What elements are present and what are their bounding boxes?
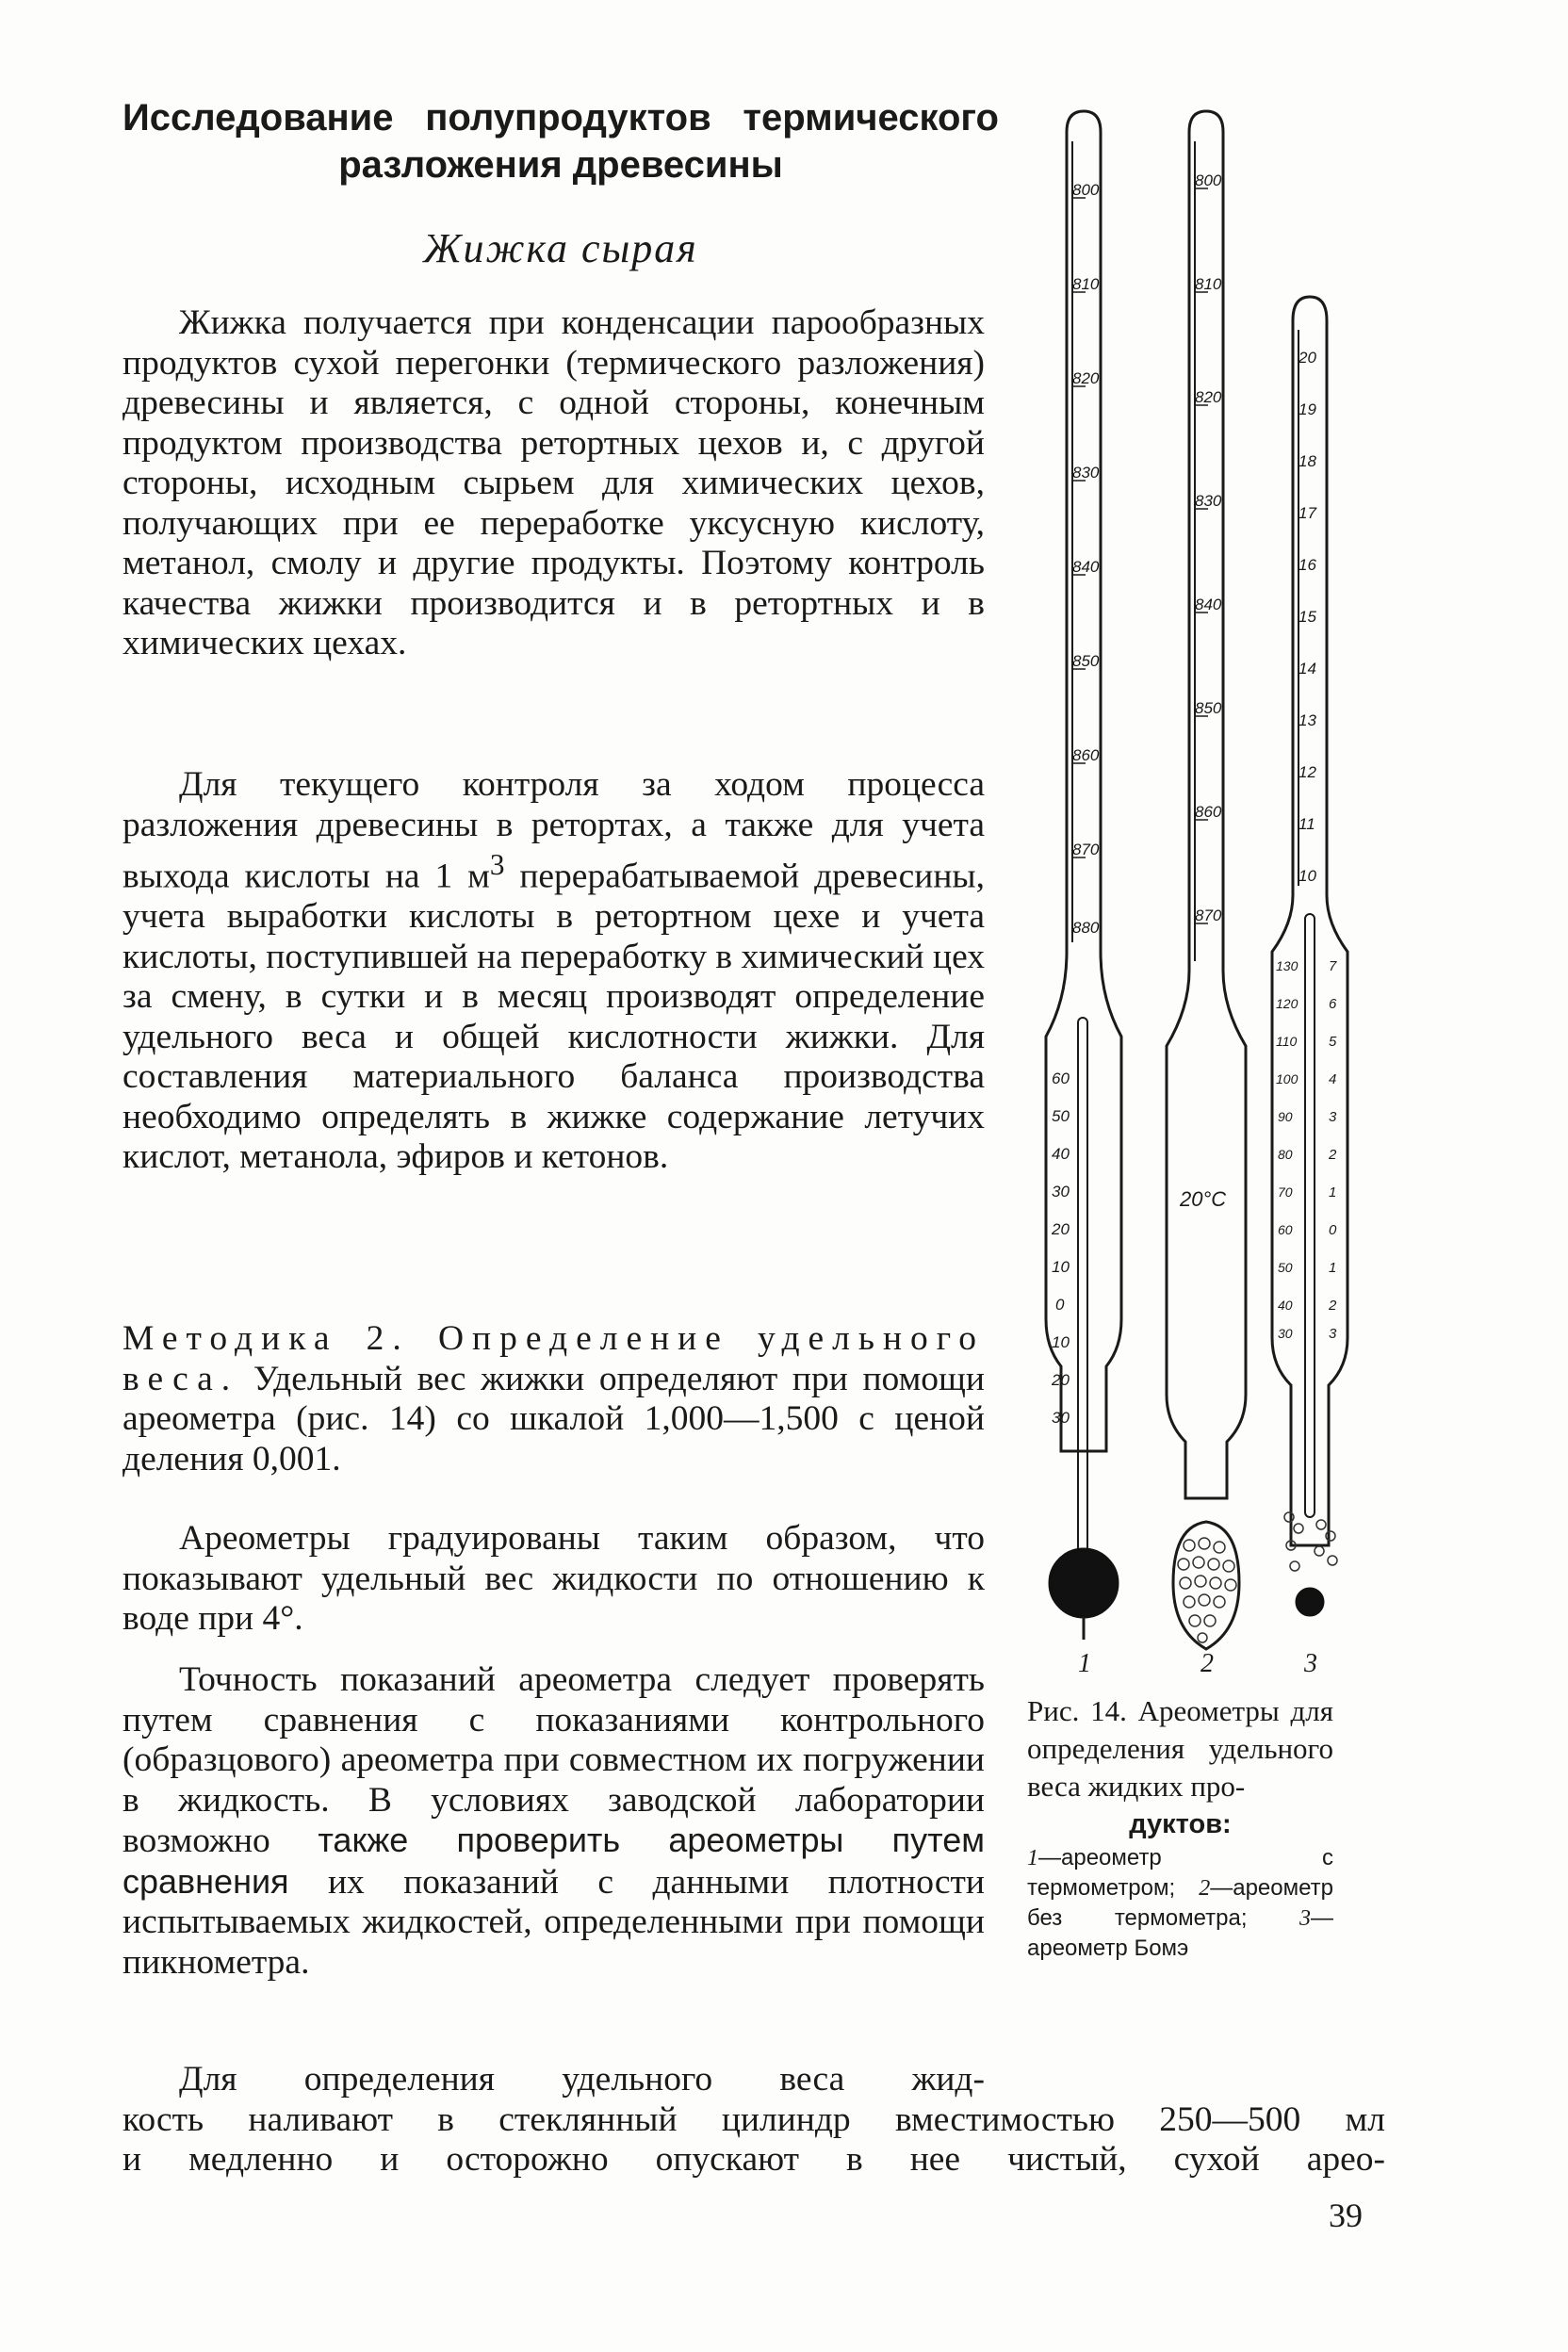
scale-3-left-0: 130 <box>1276 958 1298 973</box>
scale-3-left-2: 110 <box>1276 1034 1298 1049</box>
caption-head: дуктов: <box>1129 1809 1232 1839</box>
caption-legend <box>1027 1843 1333 1964</box>
title-line-2: разложения древесины <box>338 144 783 186</box>
scale-3-left-10: 30 <box>1278 1326 1293 1341</box>
scale-3-right-5: 2 <box>1329 1147 1337 1163</box>
scale-2-label-7: 870 <box>1195 906 1222 924</box>
hydrometer-2-label: 2 <box>1200 1649 1214 1677</box>
scale-1-label-8: 880 <box>1072 919 1100 937</box>
scale-3-top-3: 17 <box>1298 504 1316 522</box>
thermo-label-3: 30 <box>1052 1183 1070 1200</box>
scale-1-label-4: 840 <box>1072 558 1100 576</box>
scale-1-label-6: 860 <box>1072 746 1100 764</box>
hydrometer-3 <box>1272 297 1348 1615</box>
thermo-label-4: 20 <box>1052 1220 1070 1238</box>
scale-1-label-3: 830 <box>1072 464 1100 482</box>
scale-2-label-3: 830 <box>1195 492 1222 510</box>
scale-3-left-4: 90 <box>1278 1109 1293 1124</box>
scale-3-top-0: 20 <box>1298 349 1316 367</box>
scale-1-label-0: 800 <box>1072 181 1100 199</box>
legend-number-1: 1 <box>1027 1846 1038 1870</box>
caption-main: Рис. 14. Ареометры для определения удельного веса жидких про- <box>1027 1694 1333 1803</box>
scale-3-right-10: 3 <box>1329 1326 1337 1342</box>
thermo-label-8: 20 <box>1052 1371 1070 1389</box>
scale-3-left-5: 80 <box>1278 1147 1293 1162</box>
scale-3-left-3: 100 <box>1276 1071 1298 1086</box>
scale-3-top-2: 18 <box>1298 452 1316 470</box>
thermo-label-9: 30 <box>1052 1409 1070 1427</box>
superscript-3: 3 <box>489 848 505 881</box>
scale-3-left-7: 60 <box>1278 1222 1293 1237</box>
hydrometer-2 <box>1167 111 1246 1649</box>
figure-caption <box>1027 1692 1333 1964</box>
hydrometer-1-label: 1 <box>1078 1649 1091 1677</box>
method-body: Удельный вес жижки определяют при помощи ареометра (рис. 14) со шкалой 1,000—1,500 с ценой деления 0,001. <box>122 1359 985 1478</box>
legend-text-2: —ареометр без термометра; <box>1027 1875 1333 1931</box>
scale-3-top-9: 11 <box>1298 815 1315 833</box>
scale-3-left-6: 70 <box>1278 1184 1293 1200</box>
thermo-label-2: 40 <box>1052 1145 1070 1163</box>
paragraph-5-part-c: их показаний с данными плотности испытываемых жидкостей, определенными при помощи пикнометра. <box>122 1862 985 1982</box>
scale-3-right-0: 7 <box>1329 958 1337 974</box>
thermo-label-1: 50 <box>1052 1107 1070 1125</box>
scale-3-top-10: 10 <box>1298 867 1316 885</box>
scale-3-top-7: 13 <box>1298 711 1316 729</box>
section-title <box>122 94 999 188</box>
scale-3-top-5: 15 <box>1298 608 1316 626</box>
paragraph-5 <box>122 1660 985 1983</box>
hydrometer-3-label: 3 <box>1304 1649 1317 1677</box>
page-number: 39 <box>1329 2197 1363 2234</box>
scale-3-right-6: 1 <box>1329 1184 1337 1200</box>
scale-1-label-5: 850 <box>1072 652 1100 670</box>
scale-2-label-2: 820 <box>1195 388 1222 406</box>
scale-2-label-1: 810 <box>1195 275 1222 293</box>
scale-2-label-4: 840 <box>1195 596 1222 613</box>
paragraph-1: Жижка получается при конденсации парообразных продуктов сухой перегонки (термического разложения) древесины и является, с одной стороны, конечным продуктом производства ретортных цехов и, с другой стороны, исходным сырьем для химических цехов, получающих при ее переработке уксусную кислоту, метанол, смолу и другие продукты. Поэтому контроль качества жижки производится и в ретортных и в химических цехах. <box>122 303 985 662</box>
paragraph-2-part-a: Для текущего контроля за ходом процесса разложения древесины в ретортах, а также для учета выхода кислоты на 1 м <box>122 765 985 896</box>
scale-3-right-7: 0 <box>1329 1222 1337 1238</box>
scale-3-left-9: 40 <box>1278 1298 1293 1313</box>
temperature-label: 20°C <box>1180 1187 1227 1211</box>
method-paragraph <box>122 1319 985 1479</box>
paragraph-6 <box>122 2060 1385 2180</box>
scale-3-right-2: 5 <box>1329 1034 1337 1050</box>
scale-1-label-7: 870 <box>1072 841 1100 858</box>
scale-2-label-5: 850 <box>1195 699 1222 717</box>
title-line-1: Исследование полупродуктов термического <box>122 97 999 139</box>
scale-3-left-8: 50 <box>1278 1260 1293 1275</box>
paragraph-5-part-b: также проверить ареометры путем сравнения <box>122 1821 985 1901</box>
legend-number-3: 3 <box>1299 1906 1311 1931</box>
scale-3-right-1: 6 <box>1329 996 1337 1012</box>
thermo-label-0: 60 <box>1052 1070 1070 1087</box>
paragraph-4: Ареометры градуированы таким образом, что показывают удельный вес жидкости по отношению к воде при 4°. <box>122 1519 985 1638</box>
scale-1-label-2: 820 <box>1072 369 1100 387</box>
legend-text-1: —ареометр с термометром; <box>1027 1845 1333 1901</box>
paragraph-5-part-a: Точность показаний ареометра следует проверять путем сравнения с показаниями контрольного (образцового) ареометра при совместном их погружении в жидкость. В условиях заводской лаборатории возможно <box>122 1660 985 1860</box>
scale-1-label-1: 810 <box>1072 275 1100 293</box>
scale-3-top-8: 12 <box>1298 763 1316 781</box>
paragraph-2-part-b: перерабатываемой древесины, учета выработки кислоты в ретортном цехе и учета кислоты, поступившей на переработку в химический цех за смену, в сутки и в месяц производят определение удельного веса и общей кислотности жижки. Для составления материального баланса производства необходимо определять в жижке содержание летучих кислот, метанола, эфиров и кетонов. <box>122 857 985 1176</box>
paragraph-6-line-3: и медленно и осторожно опускают в нее чистый, сухой арео- <box>122 2140 1385 2179</box>
hydrometers-figure <box>1018 104 1357 1677</box>
legend-text-3: — ареометр Бомэ <box>1027 1905 1333 1961</box>
paragraph-2 <box>122 765 985 1178</box>
thermo-label-6: 0 <box>1055 1296 1065 1314</box>
thermo-label-5: 10 <box>1052 1258 1070 1276</box>
scale-3-top-4: 16 <box>1298 556 1316 574</box>
paragraph-6-line-2: кость наливают в стеклянный цилиндр вместимостью 250—500 мл <box>122 2099 1385 2139</box>
scale-2-label-6: 860 <box>1195 803 1222 821</box>
subsection-title: Жижка сырая <box>423 225 698 271</box>
scale-2-label-0: 800 <box>1195 172 1222 189</box>
legend-number-2: 2 <box>1199 1876 1211 1901</box>
paragraph-6-line-1: Для определения удельного веса жид- <box>179 2060 985 2099</box>
scale-3-right-9: 2 <box>1329 1298 1337 1314</box>
scale-3-top-1: 19 <box>1298 400 1316 418</box>
thermo-label-7: 10 <box>1052 1333 1070 1351</box>
scale-3-right-8: 1 <box>1329 1260 1337 1276</box>
scale-3-left-1: 120 <box>1276 996 1298 1011</box>
method-title: Методика 2. Определение удельного веса. <box>122 1319 985 1398</box>
scale-3-right-4: 3 <box>1329 1109 1337 1125</box>
scale-3-top-6: 14 <box>1298 660 1316 678</box>
scale-3-right-3: 4 <box>1329 1071 1337 1087</box>
